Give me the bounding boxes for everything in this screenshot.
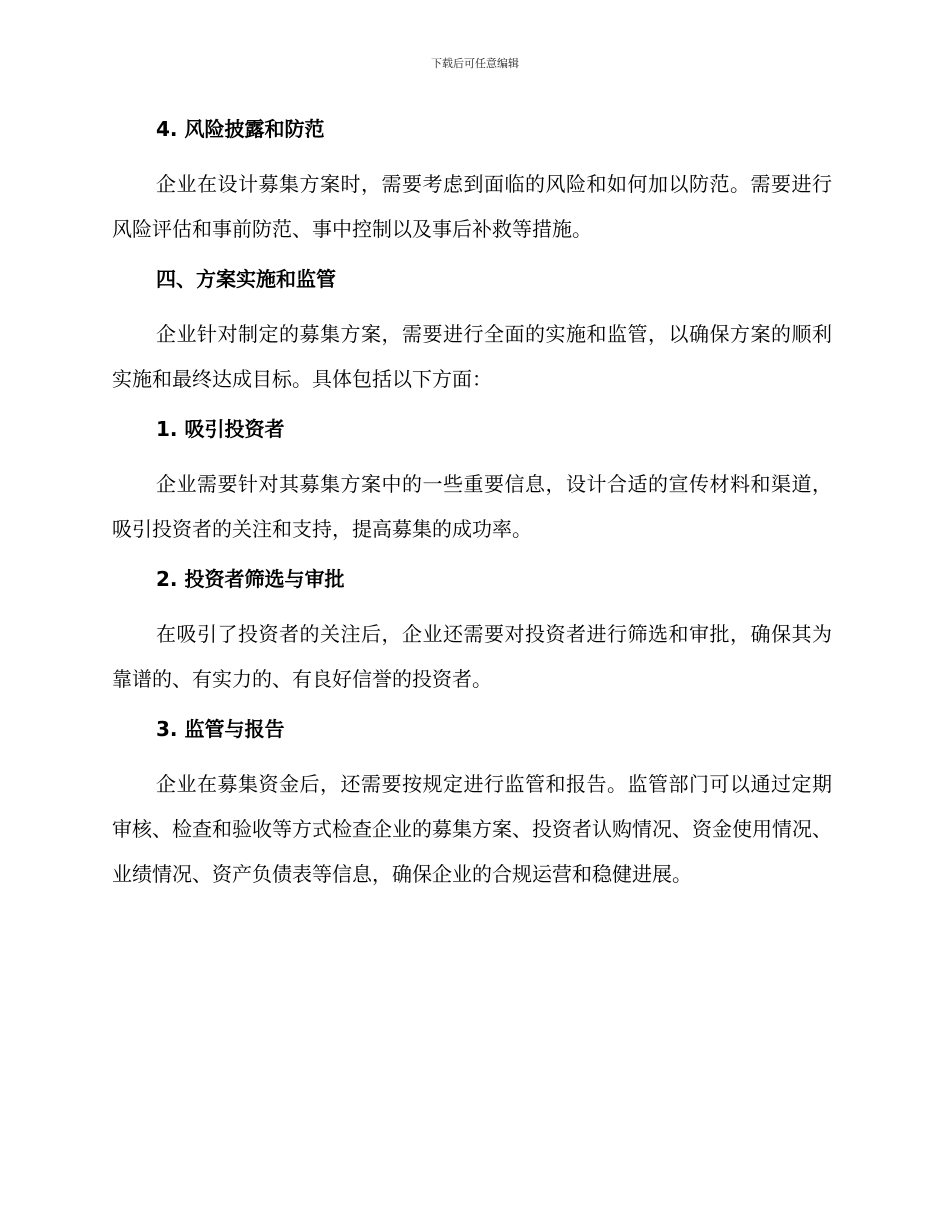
spacer <box>112 596 832 612</box>
spacer <box>112 146 832 162</box>
section-paragraph-risk-disclosure: 企业在设计募集方案时，需要考虑到面临的风险和如何加以防范。需要进行风险评估和事前防范、事中控制以及事后补救等措施。 <box>112 172 832 241</box>
spacer <box>112 702 832 712</box>
section-paragraph-attract-investors: 企业需要针对其募集方案中的一些重要信息，设计合适的宣传材料和渠道，吸引投资者的关注和支持，提高募集的成功率。 <box>112 472 832 541</box>
section-paragraph-investor-screening: 在吸引了投资者的关注后，企业还需要对投资者进行筛选和审批，确保其为靠谱的、有实力的、有良好信誉的投资者。 <box>112 622 832 691</box>
page-header-note: 下载后可任意编辑 <box>431 57 519 70</box>
section-paragraph-supervision-reporting: 企业在募集资金后，还需要按规定进行监管和报告。监管部门可以通过定期审核、检查和验收等方式检查企业的募集方案、投资者认购情况、资金使用情况、业绩情况、资产负债表等信息，确保企业的合规运营和稳健进展。 <box>112 772 832 886</box>
spacer <box>112 402 832 412</box>
spacer <box>112 746 832 762</box>
section-heading-supervision-reporting: 3. 监管与报告 <box>156 717 285 741</box>
document-body <box>112 112 832 897</box>
spacer <box>112 296 832 312</box>
section-heading-attract-investors: 1. 吸引投资者 <box>156 417 285 441</box>
section-heading-risk-disclosure: 4. 风险披露和防范 <box>156 117 325 141</box>
section-paragraph-implementation: 企业针对制定的募集方案，需要进行全面的实施和监管，以确保方案的顺利实施和最终达成目标。具体包括以下方面： <box>112 322 832 391</box>
spacer <box>112 552 832 562</box>
section-heading-implementation: 四、方案实施和监管 <box>156 267 336 291</box>
section-heading-investor-screening: 2. 投资者筛选与审批 <box>156 567 345 591</box>
spacer <box>112 446 832 462</box>
spacer <box>112 252 832 262</box>
